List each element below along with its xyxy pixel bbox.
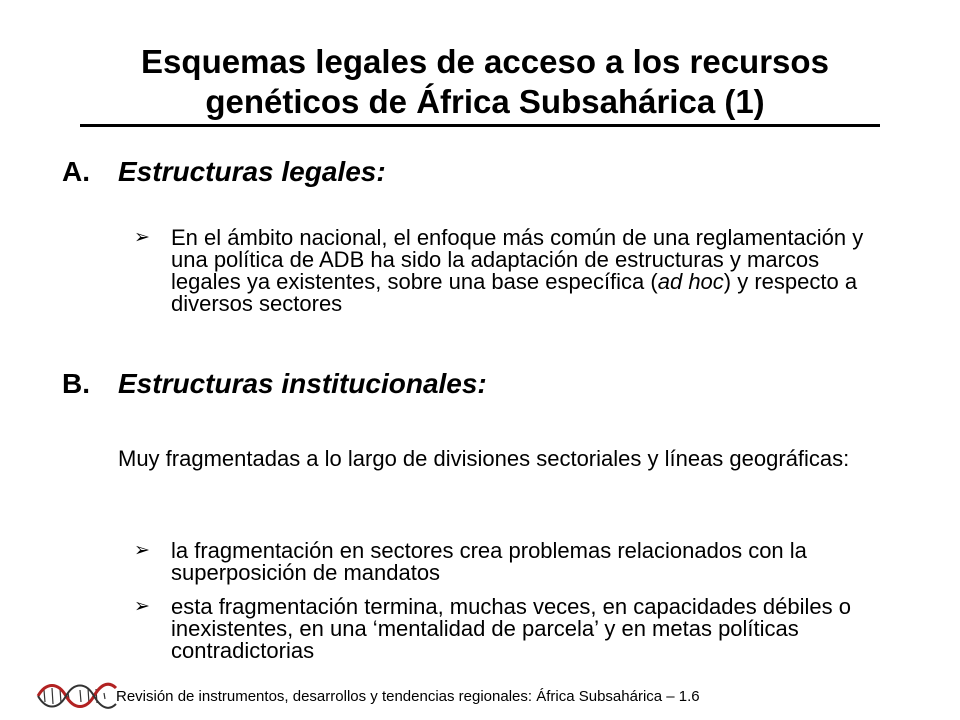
title-underline [80, 124, 880, 127]
section-a-title: Estructuras legales: [118, 156, 386, 187]
slide-footer [18, 676, 918, 716]
bullet-text-legal [171, 227, 894, 315]
section-b-heading [62, 368, 487, 400]
bullet-text-italic: ad hoc [657, 269, 724, 294]
section-a-letter: A. [62, 156, 90, 187]
dna-helix-icon [36, 676, 118, 714]
section-b-title: Estructuras institucionales: [118, 368, 487, 399]
bullet-text-sectors: la fragmentación en sectores crea problemas relacionados con la superposición de mandatos [171, 538, 807, 585]
bullet-item-sectors [134, 540, 894, 584]
slide-title: Esquemas legales de acceso a los recursos genéticos de África Subsahárica (1) [141, 43, 829, 120]
bullet-text-part: ) y respecto a diversos sectores [171, 269, 858, 316]
arrow-bullet-icon: ➢ [134, 596, 150, 617]
section-a-heading [62, 156, 386, 188]
section-b-letter: B. [62, 368, 90, 399]
footer-text: Revisión de instrumentos, desarrollos y tendencias regionales: África Subsahárica – 1.6 [116, 688, 700, 705]
bullet-text-part: En el ámbito nacional, el enfoque más común de una reglamentación y una política de ADB ha sido la adaptación de estructuras y marcos legales ya existentes, sobre una base específica ( [171, 225, 864, 294]
bullet-text-fragmentation: esta fragmentación termina, muchas veces, en capacidades débiles o inexistentes, en una ‘mentalidad de parcela’ y en metas políticas contradictorias [171, 594, 851, 663]
arrow-bullet-icon: ➢ [134, 227, 150, 248]
section-b-paragraph: Muy fragmentadas a lo largo de divisiones sectoriales y líneas geográficas: [118, 446, 850, 471]
bullet-item-legal [134, 227, 894, 315]
bullet-item-fragmentation [134, 596, 894, 662]
arrow-bullet-icon: ➢ [134, 540, 150, 561]
